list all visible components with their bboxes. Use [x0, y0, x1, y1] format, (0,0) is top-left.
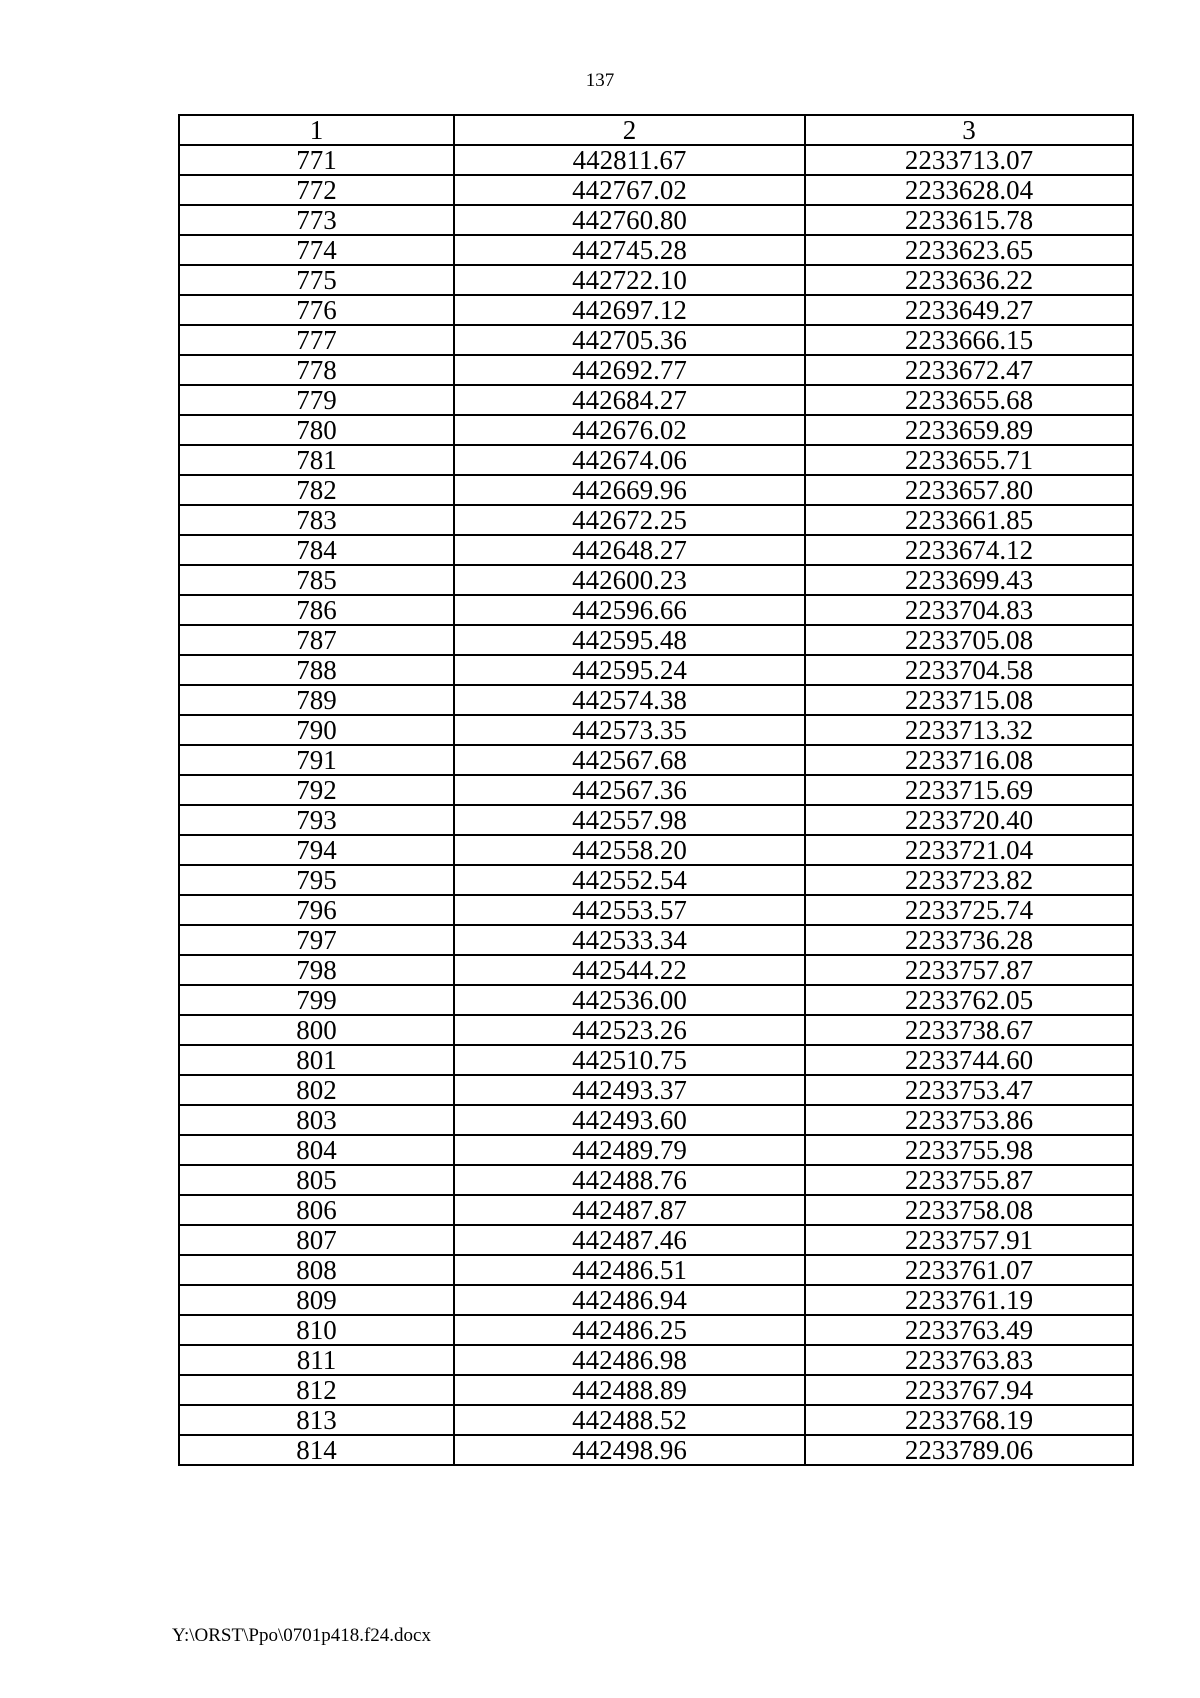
x-coordinate-cell: 442596.66 — [454, 595, 805, 625]
table-row — [179, 655, 1133, 685]
point-number-cell: 804 — [179, 1135, 454, 1165]
point-number-cell: 774 — [179, 235, 454, 265]
y-coordinate-cell: 2233757.87 — [805, 955, 1133, 985]
x-coordinate-cell: 442557.98 — [454, 805, 805, 835]
x-coordinate-cell: 442487.46 — [454, 1225, 805, 1255]
table-row — [179, 265, 1133, 295]
y-coordinate-cell: 2233755.98 — [805, 1135, 1133, 1165]
table-row — [179, 895, 1133, 925]
table-row — [179, 1135, 1133, 1165]
y-coordinate-cell: 2233636.22 — [805, 265, 1133, 295]
x-coordinate-cell: 442676.02 — [454, 415, 805, 445]
point-number-cell: 788 — [179, 655, 454, 685]
y-coordinate-cell: 2233615.78 — [805, 205, 1133, 235]
x-coordinate-cell: 442595.24 — [454, 655, 805, 685]
y-coordinate-cell: 2233699.43 — [805, 565, 1133, 595]
point-number-cell: 783 — [179, 505, 454, 535]
x-coordinate-cell: 442648.27 — [454, 535, 805, 565]
x-coordinate-cell: 442523.26 — [454, 1015, 805, 1045]
y-coordinate-cell: 2233715.69 — [805, 775, 1133, 805]
x-coordinate-cell: 442533.34 — [454, 925, 805, 955]
x-coordinate-cell: 442669.96 — [454, 475, 805, 505]
point-number-cell: 799 — [179, 985, 454, 1015]
x-coordinate-cell: 442486.94 — [454, 1285, 805, 1315]
y-coordinate-cell: 2233666.15 — [805, 325, 1133, 355]
table-row — [179, 715, 1133, 745]
y-coordinate-cell: 2233762.05 — [805, 985, 1133, 1015]
point-number-cell: 813 — [179, 1405, 454, 1435]
point-number-cell: 812 — [179, 1375, 454, 1405]
point-number-cell: 781 — [179, 445, 454, 475]
coordinates-table — [178, 114, 1134, 1466]
point-number-cell: 810 — [179, 1315, 454, 1345]
point-number-cell: 808 — [179, 1255, 454, 1285]
y-coordinate-cell: 2233705.08 — [805, 625, 1133, 655]
x-coordinate-cell: 442510.75 — [454, 1045, 805, 1075]
table-row — [179, 535, 1133, 565]
table-row — [179, 1075, 1133, 1105]
table-row — [179, 1105, 1133, 1135]
y-coordinate-cell: 2233672.47 — [805, 355, 1133, 385]
y-coordinate-cell: 2233657.80 — [805, 475, 1133, 505]
point-number-cell: 776 — [179, 295, 454, 325]
x-coordinate-cell: 442553.57 — [454, 895, 805, 925]
y-coordinate-cell: 2233655.68 — [805, 385, 1133, 415]
point-number-cell: 791 — [179, 745, 454, 775]
point-number-cell: 784 — [179, 535, 454, 565]
table-row — [179, 1405, 1133, 1435]
point-number-cell: 814 — [179, 1435, 454, 1465]
y-coordinate-cell: 2233768.19 — [805, 1405, 1133, 1435]
point-number-cell: 789 — [179, 685, 454, 715]
table-row — [179, 1345, 1133, 1375]
point-number-cell: 793 — [179, 805, 454, 835]
point-number-cell: 777 — [179, 325, 454, 355]
point-number-cell: 790 — [179, 715, 454, 745]
table-row — [179, 325, 1133, 355]
y-coordinate-cell: 2233628.04 — [805, 175, 1133, 205]
y-coordinate-cell: 2233761.19 — [805, 1285, 1133, 1315]
point-number-cell: 782 — [179, 475, 454, 505]
point-number-cell: 792 — [179, 775, 454, 805]
point-number-cell: 809 — [179, 1285, 454, 1315]
y-coordinate-cell: 2233659.89 — [805, 415, 1133, 445]
y-coordinate-cell: 2233649.27 — [805, 295, 1133, 325]
table-row — [179, 565, 1133, 595]
y-coordinate-cell: 2233789.06 — [805, 1435, 1133, 1465]
x-coordinate-cell: 442536.00 — [454, 985, 805, 1015]
x-coordinate-cell: 442595.48 — [454, 625, 805, 655]
x-coordinate-cell: 442573.35 — [454, 715, 805, 745]
table-row — [179, 385, 1133, 415]
y-coordinate-cell: 2233720.40 — [805, 805, 1133, 835]
column-header: 3 — [805, 115, 1133, 145]
y-coordinate-cell: 2233755.87 — [805, 1165, 1133, 1195]
table-row — [179, 775, 1133, 805]
table-row — [179, 595, 1133, 625]
y-coordinate-cell: 2233716.08 — [805, 745, 1133, 775]
point-number-cell: 778 — [179, 355, 454, 385]
table-row — [179, 415, 1133, 445]
table-row — [179, 1255, 1133, 1285]
table-row — [179, 355, 1133, 385]
x-coordinate-cell: 442567.68 — [454, 745, 805, 775]
table-row — [179, 1435, 1133, 1465]
table-row — [179, 505, 1133, 535]
table-row — [179, 685, 1133, 715]
y-coordinate-cell: 2233763.83 — [805, 1345, 1133, 1375]
y-coordinate-cell: 2233704.58 — [805, 655, 1133, 685]
table-row — [179, 805, 1133, 835]
x-coordinate-cell: 442493.60 — [454, 1105, 805, 1135]
x-coordinate-cell: 442674.06 — [454, 445, 805, 475]
y-coordinate-cell: 2233715.08 — [805, 685, 1133, 715]
point-number-cell: 807 — [179, 1225, 454, 1255]
table-row — [179, 925, 1133, 955]
y-coordinate-cell: 2233763.49 — [805, 1315, 1133, 1345]
x-coordinate-cell: 442567.36 — [454, 775, 805, 805]
x-coordinate-cell: 442705.36 — [454, 325, 805, 355]
table-row — [179, 1015, 1133, 1045]
x-coordinate-cell: 442574.38 — [454, 685, 805, 715]
point-number-cell: 798 — [179, 955, 454, 985]
y-coordinate-cell: 2233758.08 — [805, 1195, 1133, 1225]
table-row — [179, 1315, 1133, 1345]
x-coordinate-cell: 442486.98 — [454, 1345, 805, 1375]
table-row — [179, 745, 1133, 775]
x-coordinate-cell: 442692.77 — [454, 355, 805, 385]
y-coordinate-cell: 2233757.91 — [805, 1225, 1133, 1255]
point-number-cell: 803 — [179, 1105, 454, 1135]
y-coordinate-cell: 2233655.71 — [805, 445, 1133, 475]
table-row — [179, 235, 1133, 265]
point-number-cell: 794 — [179, 835, 454, 865]
x-coordinate-cell: 442558.20 — [454, 835, 805, 865]
table-row — [179, 865, 1133, 895]
y-coordinate-cell: 2233767.94 — [805, 1375, 1133, 1405]
point-number-cell: 785 — [179, 565, 454, 595]
table-row — [179, 1165, 1133, 1195]
table-row — [179, 1375, 1133, 1405]
point-number-cell: 795 — [179, 865, 454, 895]
y-coordinate-cell: 2233761.07 — [805, 1255, 1133, 1285]
x-coordinate-cell: 442697.12 — [454, 295, 805, 325]
y-coordinate-cell: 2233725.74 — [805, 895, 1133, 925]
x-coordinate-cell: 442486.51 — [454, 1255, 805, 1285]
x-coordinate-cell: 442767.02 — [454, 175, 805, 205]
point-number-cell: 805 — [179, 1165, 454, 1195]
page-number: 137 — [585, 70, 615, 91]
table-row — [179, 445, 1133, 475]
y-coordinate-cell: 2233713.07 — [805, 145, 1133, 175]
x-coordinate-cell: 442486.25 — [454, 1315, 805, 1345]
table-row — [179, 835, 1133, 865]
x-coordinate-cell: 442760.80 — [454, 205, 805, 235]
table-header-row — [179, 115, 1133, 145]
y-coordinate-cell: 2233753.47 — [805, 1075, 1133, 1105]
table-row — [179, 1195, 1133, 1225]
table-row — [179, 1225, 1133, 1255]
y-coordinate-cell: 2233744.60 — [805, 1045, 1133, 1075]
y-coordinate-cell: 2233723.82 — [805, 865, 1133, 895]
table-row — [179, 205, 1133, 235]
x-coordinate-cell: 442488.52 — [454, 1405, 805, 1435]
point-number-cell: 800 — [179, 1015, 454, 1045]
x-coordinate-cell: 442672.25 — [454, 505, 805, 535]
y-coordinate-cell: 2233661.85 — [805, 505, 1133, 535]
table-row — [179, 625, 1133, 655]
table-row — [179, 1285, 1133, 1315]
y-coordinate-cell: 2233753.86 — [805, 1105, 1133, 1135]
point-number-cell: 775 — [179, 265, 454, 295]
y-coordinate-cell: 2233674.12 — [805, 535, 1133, 565]
point-number-cell: 779 — [179, 385, 454, 415]
point-number-cell: 780 — [179, 415, 454, 445]
point-number-cell: 802 — [179, 1075, 454, 1105]
point-number-cell: 801 — [179, 1045, 454, 1075]
point-number-cell: 796 — [179, 895, 454, 925]
x-coordinate-cell: 442552.54 — [454, 865, 805, 895]
table-body — [179, 115, 1133, 1465]
x-coordinate-cell: 442487.87 — [454, 1195, 805, 1225]
y-coordinate-cell: 2233704.83 — [805, 595, 1133, 625]
y-coordinate-cell: 2233623.65 — [805, 235, 1133, 265]
point-number-cell: 787 — [179, 625, 454, 655]
y-coordinate-cell: 2233736.28 — [805, 925, 1133, 955]
x-coordinate-cell: 442811.67 — [454, 145, 805, 175]
point-number-cell: 773 — [179, 205, 454, 235]
y-coordinate-cell: 2233738.67 — [805, 1015, 1133, 1045]
point-number-cell: 786 — [179, 595, 454, 625]
column-header: 2 — [454, 115, 805, 145]
point-number-cell: 772 — [179, 175, 454, 205]
footer-file-path: Y:\ORST\Ppo\0701p418.f24.docx — [172, 1625, 431, 1646]
column-header: 1 — [179, 115, 454, 145]
x-coordinate-cell: 442498.96 — [454, 1435, 805, 1465]
table-row — [179, 295, 1133, 325]
y-coordinate-cell: 2233721.04 — [805, 835, 1133, 865]
x-coordinate-cell: 442722.10 — [454, 265, 805, 295]
x-coordinate-cell: 442600.23 — [454, 565, 805, 595]
x-coordinate-cell: 442745.28 — [454, 235, 805, 265]
table-row — [179, 955, 1133, 985]
x-coordinate-cell: 442489.79 — [454, 1135, 805, 1165]
table-row — [179, 1045, 1133, 1075]
x-coordinate-cell: 442544.22 — [454, 955, 805, 985]
x-coordinate-cell: 442684.27 — [454, 385, 805, 415]
table-row — [179, 175, 1133, 205]
table-row — [179, 985, 1133, 1015]
point-number-cell: 811 — [179, 1345, 454, 1375]
x-coordinate-cell: 442488.89 — [454, 1375, 805, 1405]
x-coordinate-cell: 442493.37 — [454, 1075, 805, 1105]
table-row — [179, 475, 1133, 505]
point-number-cell: 771 — [179, 145, 454, 175]
table-row — [179, 145, 1133, 175]
y-coordinate-cell: 2233713.32 — [805, 715, 1133, 745]
point-number-cell: 806 — [179, 1195, 454, 1225]
x-coordinate-cell: 442488.76 — [454, 1165, 805, 1195]
point-number-cell: 797 — [179, 925, 454, 955]
